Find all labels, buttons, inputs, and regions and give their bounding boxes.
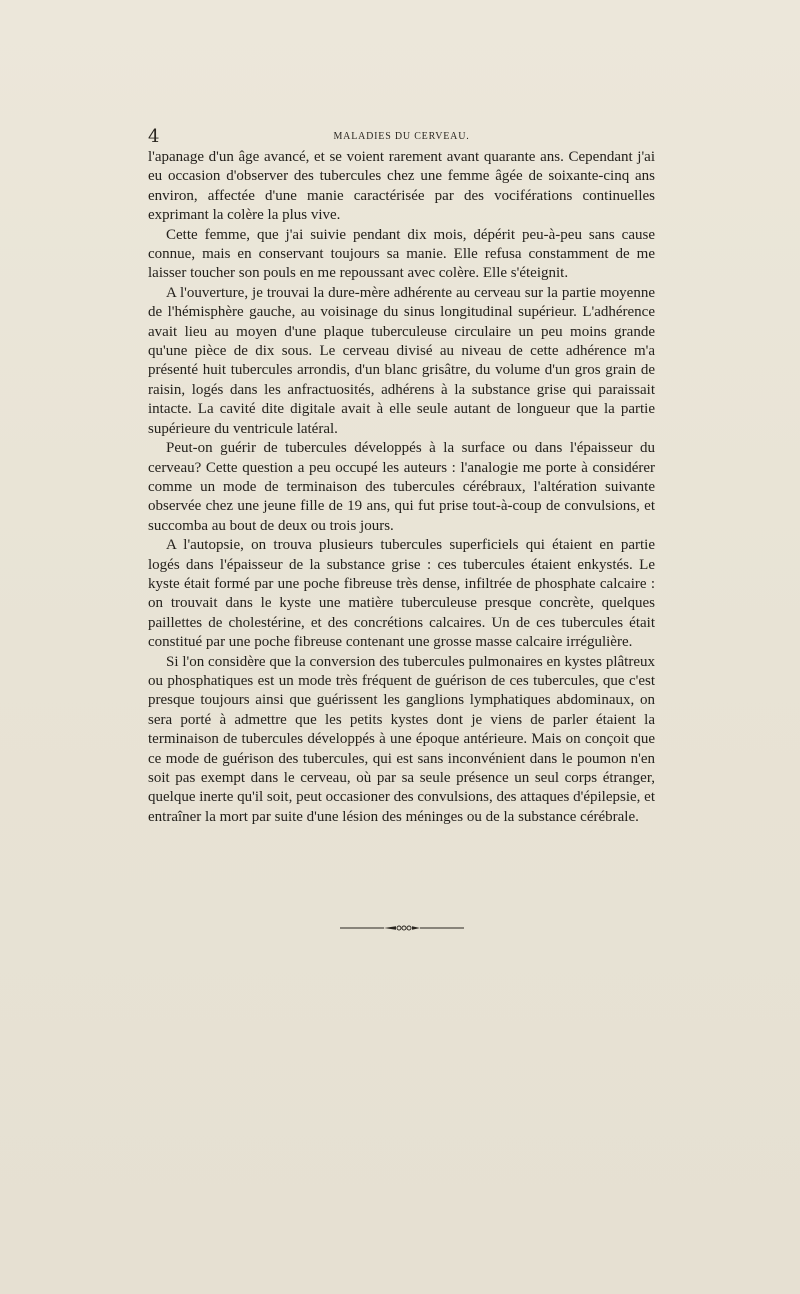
running-title: MALADIES DU CERVEAU. [333,131,470,142]
body-text [148,148,655,827]
paragraph-6: Si l'on considère que la conversion des tubercules pulmonaires en kystes plâtreux ou phosphatiques est un mode très fréquent de guérison de ces tubercules, que c'est presque toujours ainsi que guérissent les ganglions lymphatiques abdominaux, on sera porté à admettre que les petits kystes dont je viens de parler étaient la terminaison de tubercules développés à une époque antérieure. Mais on conçoit que ce mode de guérison des tubercules, qui est sans inconvénient dans le poumon n'en soit pas exempt dans le cerveau, où par sa seule présence un seul corps étranger, quelque inerte qu'il soit, peut occasioner des convulsions, des attaques d'épilepsie, et entraîner la mort par suite d'une lésion des méninges ou de la substance cérébrale. [148,653,655,825]
paragraph-1: l'apanage d'un âge avancé, et se voient rarement avant quarante ans. Cependant j'ai eu occasion d'observer des tubercules chez une femme âgée de soixante-cinq ans environ, affectée d'une manie caractérisée par des vociférations continuelles exprimant la colère la plus vive. [148,149,655,224]
paragraph-2: Cette femme, que j'ai suivie pendant dix mois, dépérit peu-à-peu sans cause connue, mais en conservant toujours sa manie. Elle refusa constamment de me laisser toucher son pouls en me repoussant avec colère. Elle s'éteignit. [148,226,655,282]
end-ornament-icon [340,923,464,933]
paragraph-5: A l'autopsie, on trouva plusieurs tubercules superficiels qui étaient en partie logés dans l'épaisseur de la substance grise : ces tubercules étaient enkystés. Le kyste était formé par une poche fibreuse très dense, infiltrée de phosphate calcaire : on trouvait dans le kyste une matière tuberculeuse presque concrète, quelques paillettes de cholestérine, et des concrétions calcaires. Un de ces tubercules était constitué par une poche fibreuse contenant une grosse masse calcaire irrégulière. [148,537,655,651]
paragraph-4: Peut-on guérir de tubercules développés à la surface ou dans l'épaisseur du cerveau? Cette question a peu occupé les auteurs : l'analogie me porte à considérer comme un mode de terminaison des tubercules cérébraux, l'altération suivante observée chez une jeune fille de 19 ans, qui fut prise tout-à-coup de convulsions, et succomba au bout de deux ou trois jours. [148,440,655,534]
page-header [148,126,655,150]
paragraph-3: A l'ouverture, je trouvai la dure-mère adhérente au cerveau sur la partie moyenne de l'hémisphère gauche, au voisinage du sinus longitudinal supérieur. L'adhérence avait lieu au moyen d'une plaque tuberculeuse circulaire un peu moins grande qu'une pièce de dix sous. Le cerveau divisé au niveau de cette adhérence m'a présenté huit tubercules arrondis, d'un blanc grisâtre, du volume d'un gros grain de raisin, logés dans les anfractuosités, adhérens à la substance grise qui paraissait intacte. La cavité dite digitale avait à elle seule autant de longueur que la partie supérieure du ventricule latéral. [148,284,655,437]
page-number: 4 [148,126,160,147]
